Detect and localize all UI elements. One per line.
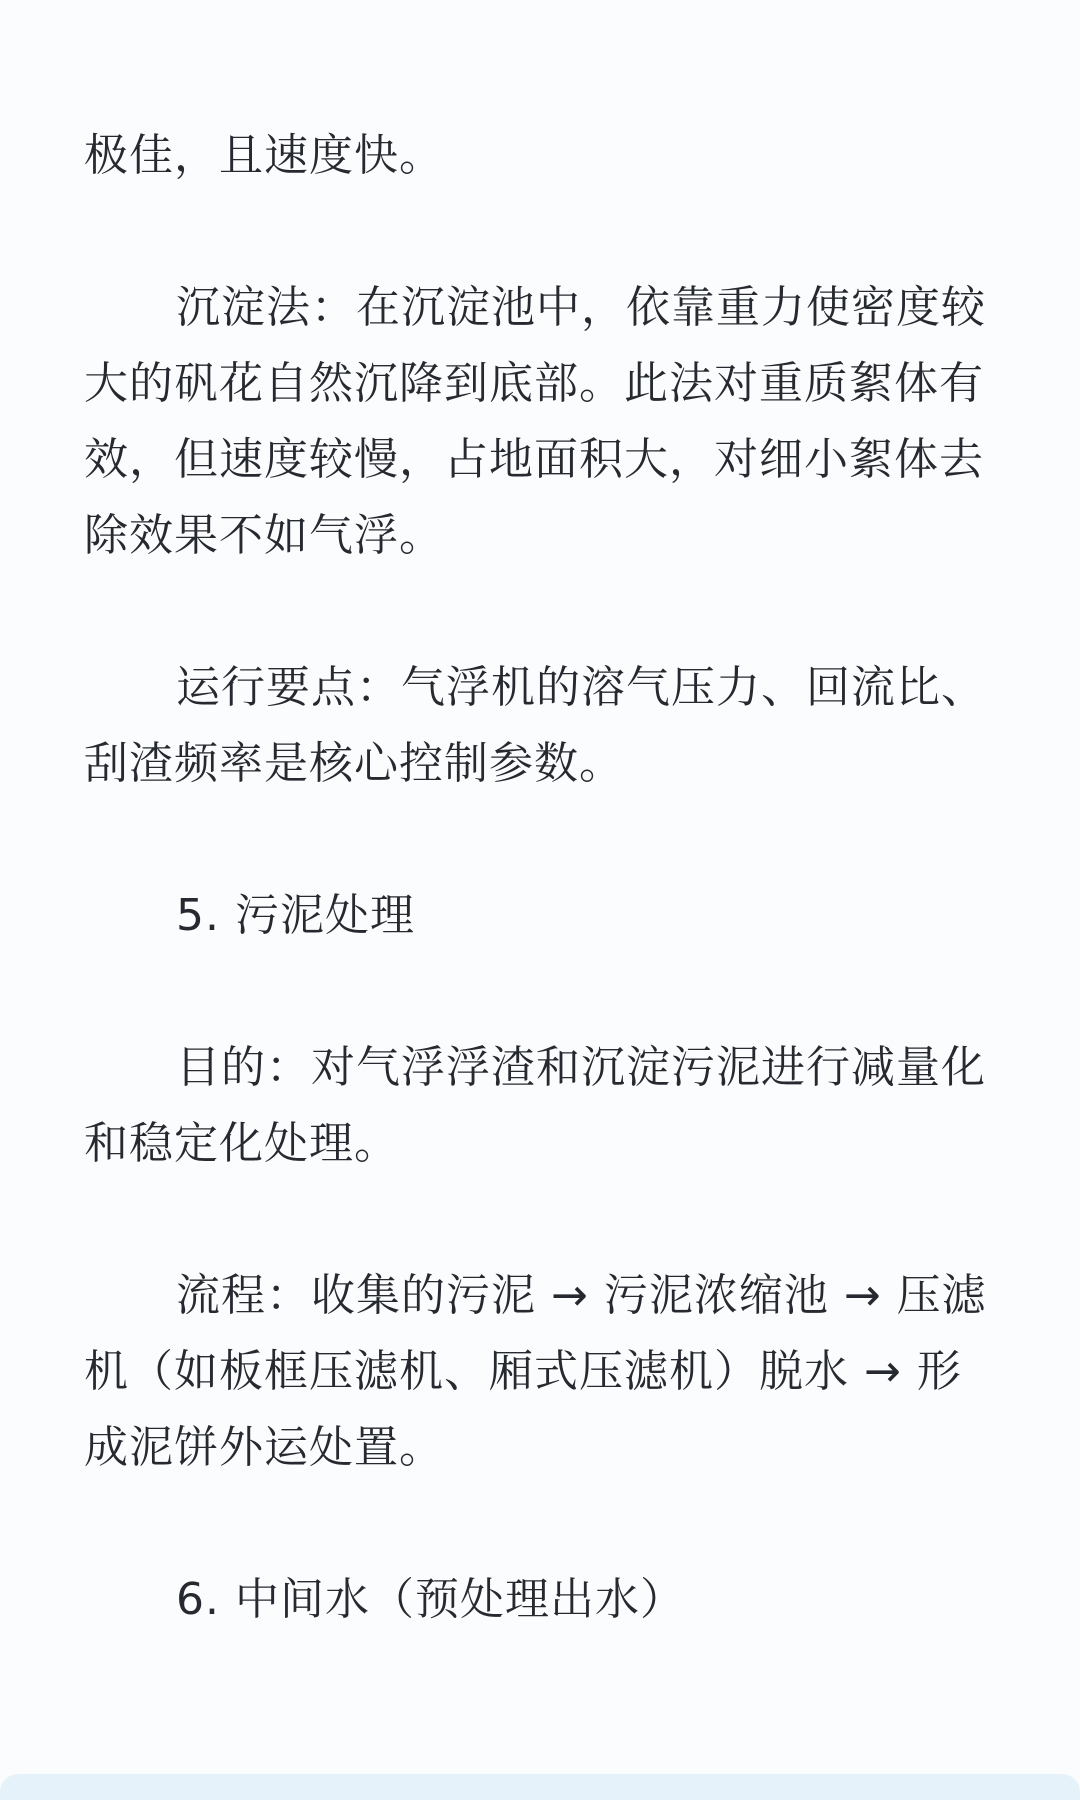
paragraph-sedimentation: 沉淀法：在沉淀池中，依靠重力使密度较大的矾花自然沉降到底部。此法对重质絮体有效，但速度较慢，占地面积大，对细小絮体去除效果不如气浮。 — [84, 282, 986, 561]
paragraph-purpose: 目的：对气浮浮渣和沉淀污泥进行减量化和稳定化处理。 — [84, 1042, 986, 1169]
paragraph-operation-points: 运行要点：气浮机的溶气压力、回流比、刮渣频率是核心控制参数。 — [84, 662, 986, 789]
paragraph-intro-tail: 极佳，且速度快。 — [84, 130, 444, 181]
section-heading-5: 5. 污泥处理 — [176, 890, 415, 941]
section-heading-6: 6. 中间水（预处理出水） — [176, 1574, 685, 1625]
bottom-panel-edge — [0, 1774, 1080, 1800]
paragraph-process: 流程：收集的污泥 → 污泥浓缩池 → 压滤机（如板框压滤机、厢式压滤机）脱水 → 形成泥饼外运处置。 — [84, 1270, 987, 1473]
